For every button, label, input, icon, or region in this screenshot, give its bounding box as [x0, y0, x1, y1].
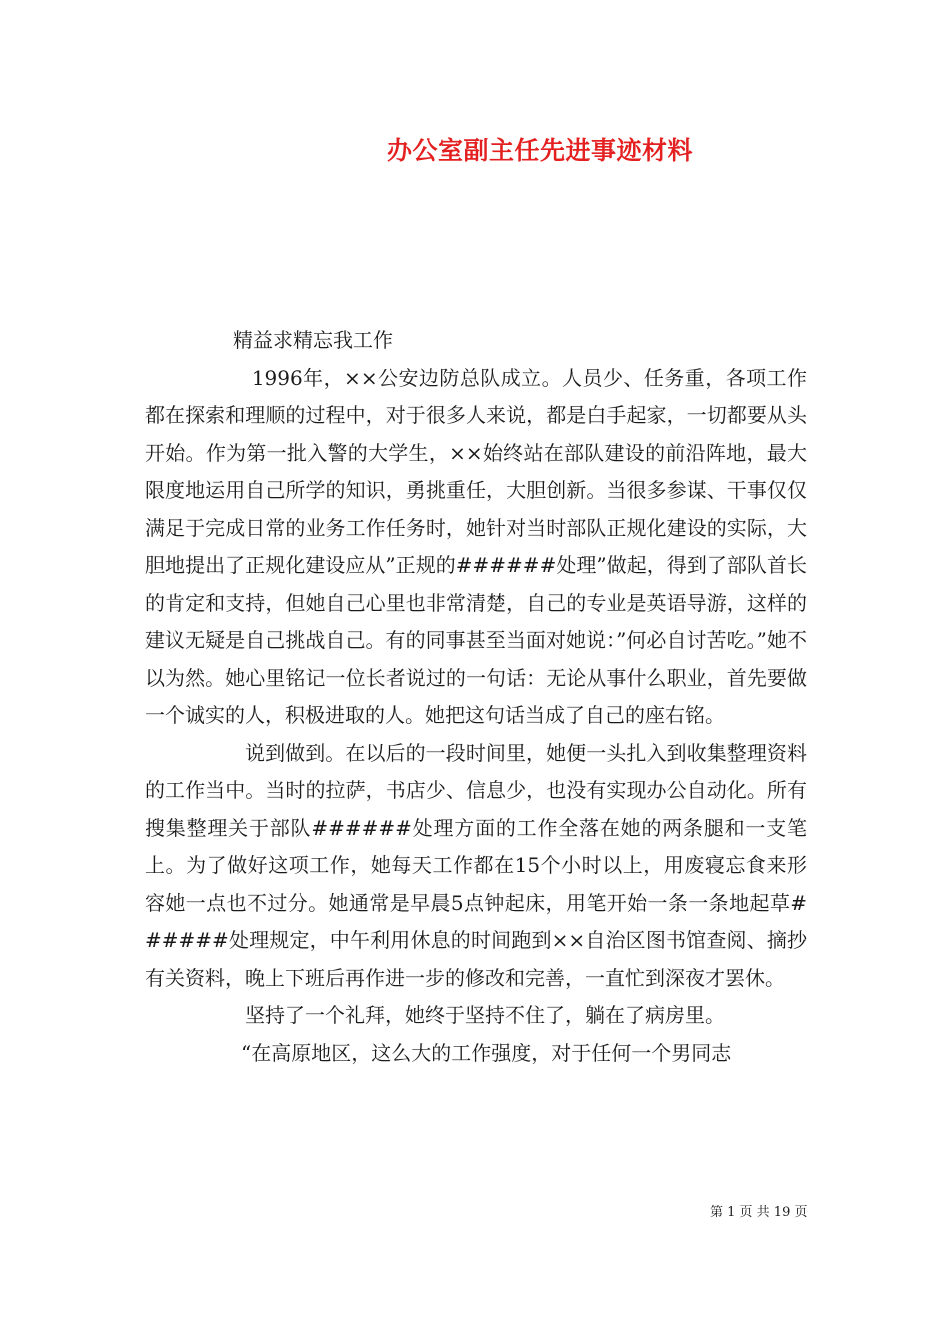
body-paragraph-4: “在高原地区，这么大的工作强度，对于任何一个男同志 — [241, 1040, 732, 1065]
body-paragraph-2: 说到做到。在以后的一段时间里，她便一头扎入到收集整理资料的工作当中。当时的拉萨，书店少、信息少，也没有实现办公自动化。所有搜集整理关于部队######处理方面的工作全落在她的两条腿和一支笔上。为了做好这项工作，她每天工作都在15个小时以上，用废寝忘食来形容她一点也不过分。她通常是早晨5点钟起床，用笔开始一条一条地起草######处理规定，中午利用休息的时间跑到××自治区图书馆查阅、摘抄有关资料，晚上下班后再作进一步的修改和完善，一直忙到深夜才罢休。 — [145, 740, 807, 990]
page-number-footer: 第 1 页 共 19 页 — [710, 1205, 808, 1220]
document-body — [145, 322, 807, 1072]
body-paragraph-1: 1996年，××公安边防总队成立。人员少、任务重，各项工作都在探索和理顺的过程中，对于很多人来说，都是白手起家，一切都要从头开始。作为第一批入警的大学生，××始终站在部队建设的前沿阵地，最大限度地运用自己所学的知识，勇挑重任，大胆创新。当很多参谋、干事仅仅满足于完成日常的业务工作任务时，她针对当时部队正规化建设的实际，大胆地提出了正规化建设应从”正规的######处理”做起，得到了部队首长的肯定和支持，但她自己心里也非常清楚，自己的专业是英语导游，这样的建议无疑是自己挑战自己。有的同事甚至当面对她说：”何必自讨苦吃。”她不以为然。她心里铭记一位长者说过的一句话：无论从事什么职业，首先要做一个诚实的人，积极进取的人。她把这句话当成了自己的座右铭。 — [145, 365, 807, 727]
document-title: 办公室副主任先进事迹材料 — [386, 136, 693, 165]
body-paragraph-3: 坚持了一个礼拜，她终于坚持不住了，躺在了病房里。 — [245, 1003, 725, 1027]
section-heading: 精益求精忘我工作 — [233, 328, 393, 352]
